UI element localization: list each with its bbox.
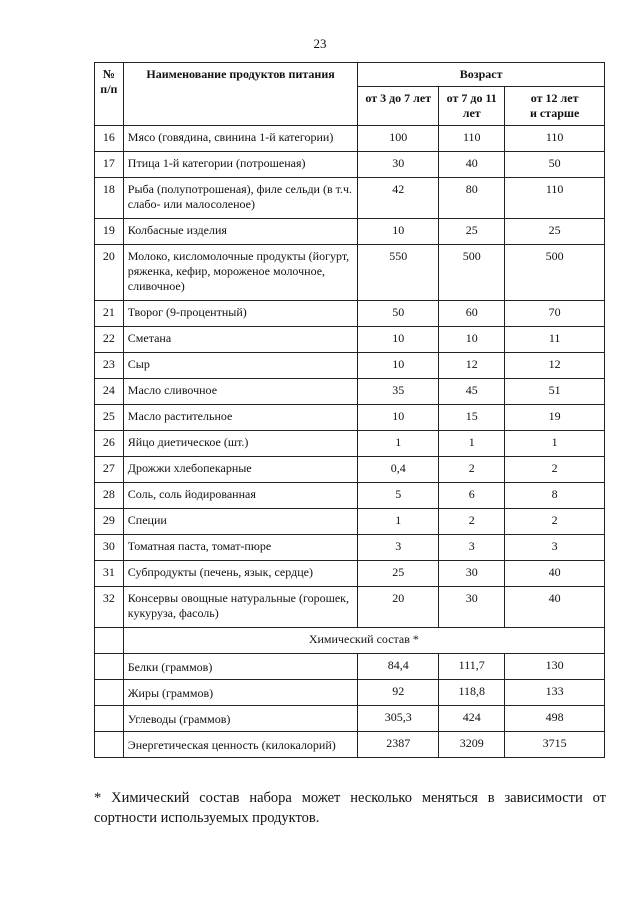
table-row xyxy=(95,483,605,509)
chem-value: 3715 xyxy=(505,732,605,758)
empty-cell xyxy=(95,680,124,706)
table-row xyxy=(95,405,605,431)
table-row xyxy=(95,327,605,353)
table-row xyxy=(95,379,605,405)
row-number: 27 xyxy=(95,457,124,483)
header-name: Наименование продуктов питания xyxy=(123,63,358,126)
product-name: Рыба (полупотрошеная), филе сельди (в т.ч. слабо- или малосоленое) xyxy=(123,178,358,219)
product-name: Масло растительное xyxy=(123,405,358,431)
norm-value: 10 xyxy=(358,353,439,379)
products-table xyxy=(94,62,605,758)
product-name: Сметана xyxy=(123,327,358,353)
norm-value: 6 xyxy=(439,483,505,509)
norm-value: 30 xyxy=(439,587,505,628)
norm-value: 40 xyxy=(505,587,605,628)
empty-cell xyxy=(95,628,124,654)
product-name: Молоко, кисломолочные продукты (йогурт, ряженка, кефир, мороженое молочное, сливочное) xyxy=(123,245,358,301)
norm-value: 42 xyxy=(358,178,439,219)
row-number: 31 xyxy=(95,561,124,587)
product-name: Мясо (говядина, свинина 1-й категории) xyxy=(123,126,358,152)
norm-value: 15 xyxy=(439,405,505,431)
norm-value: 500 xyxy=(505,245,605,301)
chem-name: Белки (граммов) xyxy=(123,654,358,680)
header-age-3: от 12 лет и старше xyxy=(505,87,605,126)
row-number: 24 xyxy=(95,379,124,405)
table-row xyxy=(95,457,605,483)
chem-title-row xyxy=(95,628,605,654)
norm-value: 2 xyxy=(439,457,505,483)
norm-value: 51 xyxy=(505,379,605,405)
norm-value: 10 xyxy=(358,219,439,245)
page-number: 23 xyxy=(313,36,327,51)
norm-value: 19 xyxy=(505,405,605,431)
table-row xyxy=(95,301,605,327)
norm-value: 11 xyxy=(505,327,605,353)
chem-value: 424 xyxy=(439,706,505,732)
chem-value: 133 xyxy=(505,680,605,706)
norm-value: 80 xyxy=(439,178,505,219)
norm-value: 30 xyxy=(439,561,505,587)
table-row xyxy=(95,431,605,457)
table-row xyxy=(95,178,605,219)
row-number: 19 xyxy=(95,219,124,245)
product-name: Колбасные изделия xyxy=(123,219,358,245)
table-row xyxy=(95,126,605,152)
norm-value: 25 xyxy=(505,219,605,245)
chem-title: Химический состав * xyxy=(123,628,604,654)
norm-value: 45 xyxy=(439,379,505,405)
row-number: 28 xyxy=(95,483,124,509)
header-num: № п/п xyxy=(95,63,124,126)
product-name: Консервы овощные натуральные (горошек, кукуруза, фасоль) xyxy=(123,587,358,628)
row-number: 23 xyxy=(95,353,124,379)
row-number: 26 xyxy=(95,431,124,457)
chem-row xyxy=(95,706,605,732)
norm-value: 1 xyxy=(505,431,605,457)
product-name: Яйцо диетическое (шт.) xyxy=(123,431,358,457)
norm-value: 30 xyxy=(358,152,439,178)
norm-value: 50 xyxy=(505,152,605,178)
chem-value: 118,8 xyxy=(439,680,505,706)
chem-name: Энергетическая ценность (килокалорий) xyxy=(123,732,358,758)
norm-value: 60 xyxy=(439,301,505,327)
norm-value: 100 xyxy=(358,126,439,152)
table-row xyxy=(95,219,605,245)
norm-value: 2 xyxy=(439,509,505,535)
norm-value: 5 xyxy=(358,483,439,509)
row-number: 30 xyxy=(95,535,124,561)
norm-value: 12 xyxy=(439,353,505,379)
chem-value: 111,7 xyxy=(439,654,505,680)
norm-value: 3 xyxy=(505,535,605,561)
norm-value: 8 xyxy=(505,483,605,509)
product-name: Томатная паста, томат-пюре xyxy=(123,535,358,561)
chem-name: Жиры (граммов) xyxy=(123,680,358,706)
table-row xyxy=(95,509,605,535)
product-name: Специи xyxy=(123,509,358,535)
footnote: * Химический состав набора может несколько меняться в зависимости от сортности используемых продуктов. xyxy=(94,790,606,826)
norm-value: 3 xyxy=(358,535,439,561)
empty-cell xyxy=(95,654,124,680)
chem-value: 2387 xyxy=(358,732,439,758)
norm-value: 110 xyxy=(439,126,505,152)
norm-value: 500 xyxy=(439,245,505,301)
row-number: 18 xyxy=(95,178,124,219)
empty-cell xyxy=(95,732,124,758)
row-number: 29 xyxy=(95,509,124,535)
norm-value: 2 xyxy=(505,509,605,535)
product-name: Творог (9-процентный) xyxy=(123,301,358,327)
header-age-group: Возраст xyxy=(358,63,605,87)
norm-value: 2 xyxy=(505,457,605,483)
norm-value: 35 xyxy=(358,379,439,405)
chem-row xyxy=(95,680,605,706)
norm-value: 3 xyxy=(439,535,505,561)
norm-value: 50 xyxy=(358,301,439,327)
norm-value: 10 xyxy=(439,327,505,353)
norm-value: 110 xyxy=(505,178,605,219)
row-number: 22 xyxy=(95,327,124,353)
chem-value: 3209 xyxy=(439,732,505,758)
norm-value: 10 xyxy=(358,327,439,353)
row-number: 16 xyxy=(95,126,124,152)
chem-value: 305,3 xyxy=(358,706,439,732)
norm-value: 1 xyxy=(358,509,439,535)
product-name: Сыр xyxy=(123,353,358,379)
norm-value: 10 xyxy=(358,405,439,431)
header-age-2: от 7 до 11 лет xyxy=(439,87,505,126)
norm-value: 25 xyxy=(439,219,505,245)
table-row xyxy=(95,245,605,301)
table-row xyxy=(95,587,605,628)
norm-value: 40 xyxy=(439,152,505,178)
norm-value: 110 xyxy=(505,126,605,152)
norm-value: 20 xyxy=(358,587,439,628)
product-name: Соль, соль йодированная xyxy=(123,483,358,509)
empty-cell xyxy=(95,706,124,732)
table-row xyxy=(95,535,605,561)
chem-name: Углеводы (граммов) xyxy=(123,706,358,732)
row-number: 32 xyxy=(95,587,124,628)
header-age-1: от 3 до 7 лет xyxy=(358,87,439,126)
table-row xyxy=(95,561,605,587)
chem-row xyxy=(95,732,605,758)
row-number: 21 xyxy=(95,301,124,327)
row-number: 25 xyxy=(95,405,124,431)
chem-value: 92 xyxy=(358,680,439,706)
norm-value: 550 xyxy=(358,245,439,301)
product-name: Птица 1-й категории (потрошеная) xyxy=(123,152,358,178)
norm-value: 70 xyxy=(505,301,605,327)
norm-value: 0,4 xyxy=(358,457,439,483)
norm-value: 12 xyxy=(505,353,605,379)
product-name: Дрожжи хлебопекарные xyxy=(123,457,358,483)
norm-value: 1 xyxy=(439,431,505,457)
row-number: 17 xyxy=(95,152,124,178)
chem-value: 130 xyxy=(505,654,605,680)
chem-value: 84,4 xyxy=(358,654,439,680)
table-row xyxy=(95,353,605,379)
norm-value: 1 xyxy=(358,431,439,457)
product-name: Субпродукты (печень, язык, сердце) xyxy=(123,561,358,587)
norm-value: 40 xyxy=(505,561,605,587)
chem-value: 498 xyxy=(505,706,605,732)
norm-value: 25 xyxy=(358,561,439,587)
product-name: Масло сливочное xyxy=(123,379,358,405)
table-row xyxy=(95,152,605,178)
chem-row xyxy=(95,654,605,680)
row-number: 20 xyxy=(95,245,124,301)
